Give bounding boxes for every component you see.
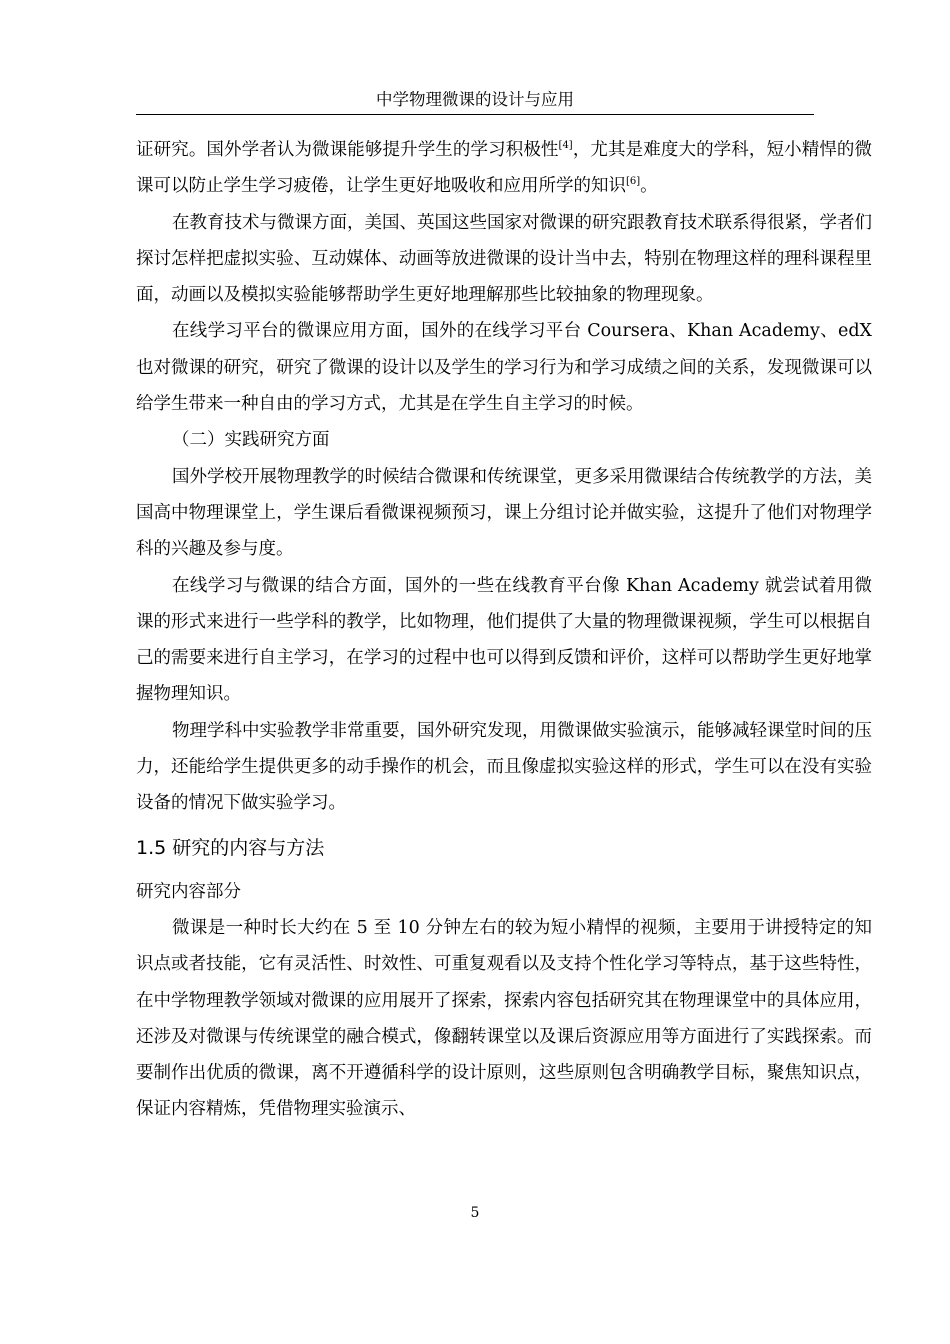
paragraph-microlecture-definition: 微课是一种时长大约在 5 至 10 分钟左右的较为短小精悍的视频，主要用于讲授特定的知识点或者技能，它有灵活性、时效性、可重复观看以及支持个性化学习等特点，基于这些特性，在中学物理教学领域对微课的应用展开了探索，探索内容包括研究其在物理课堂中的具体应用，还涉及对微课与传统课堂的融合模式，像翻转课堂以及课后资源应用等方面进行了实践探索。而要制作出优质的微课，离不开遵循科学的设计原则，这些原则包含明确教学目标，聚焦知识点，保证内容精炼，凭借物理实验演示、 [136, 917, 872, 1120]
text-run: ，尤其是难度大的学科，短小精悍的微课可以防止学生学习疲倦，让学生更好地吸收和应用所学的知识 [136, 140, 873, 197]
page-number: 5 [470, 1205, 480, 1221]
paragraph-educational-technology: 在教育技术与微课方面，美国、英国这些国家对微课的研究跟教育技术联系得很紧，学者们探讨怎样把虚拟实验、互动媒体、动画等放进微课的设计当中去，特别在物理这样的理科课程里面，动画以及模拟实验能够帮助学生更好地理解那些比较抽象的物理现象。 [136, 212, 872, 306]
citation-ref: [6] [626, 176, 641, 188]
subsection-label-content: 研究内容部分 [136, 881, 241, 902]
text-run: 。 [640, 176, 658, 197]
section-heading: 1.5 研究的内容与方法 [136, 836, 325, 859]
citation-ref: [4] [558, 140, 573, 151]
paragraph-online-learning: 在线学习与微课的结合方面，国外的一些在线教育平台像 Khan Academy 就尝试着用微课的形式来进行一些学科的教学，比如物理，他们提供了大量的物理微课视频，学生可以根据自己的需要来进行自主学习，在学习的过程中也可以得到反馈和评价，这样可以帮助学生更好地掌握物理知识。 [136, 575, 872, 705]
paragraph-continuation [136, 132, 872, 205]
paragraph-experiment-teaching: 物理学科中实验教学非常重要，国外研究发现，用微课做实验演示，能够减轻课堂时间的压力，还能给学生提供更多的动手操作的机会，而且像虚拟实验这样的形式，学生可以在没有实验设备的情况下做实验学习。 [136, 720, 872, 814]
body-text [136, 132, 872, 1128]
text-run: 证研究。国外学者认为微课能够提升学生的学习积极性 [136, 140, 559, 160]
running-header-title: 中学物理微课的设计与应用 [376, 90, 574, 109]
paragraph-online-platforms: 在线学习平台的微课应用方面，国外的在线学习平台 Coursera、Khan Academy、edX 也对微课的研究，研究了微课的设计以及学生的学习行为和学习成绩之间的关系，发现微课可以给学生带来一种自由的学习方式，尤其是在学生自主学习的时候。 [136, 321, 872, 415]
header-divider [136, 114, 814, 115]
paragraph-school-practice: 国外学校开展物理教学的时候结合微课和传统课堂，更多采用微课结合传统教学的方法，美国高中物理课堂上，学生课后看微课视频预习，课上分组讨论并做实验，这提升了他们对物理学科的兴趣及参与度。 [136, 466, 872, 560]
subsection-heading-practice: （二）实践研究方面 [172, 430, 330, 451]
